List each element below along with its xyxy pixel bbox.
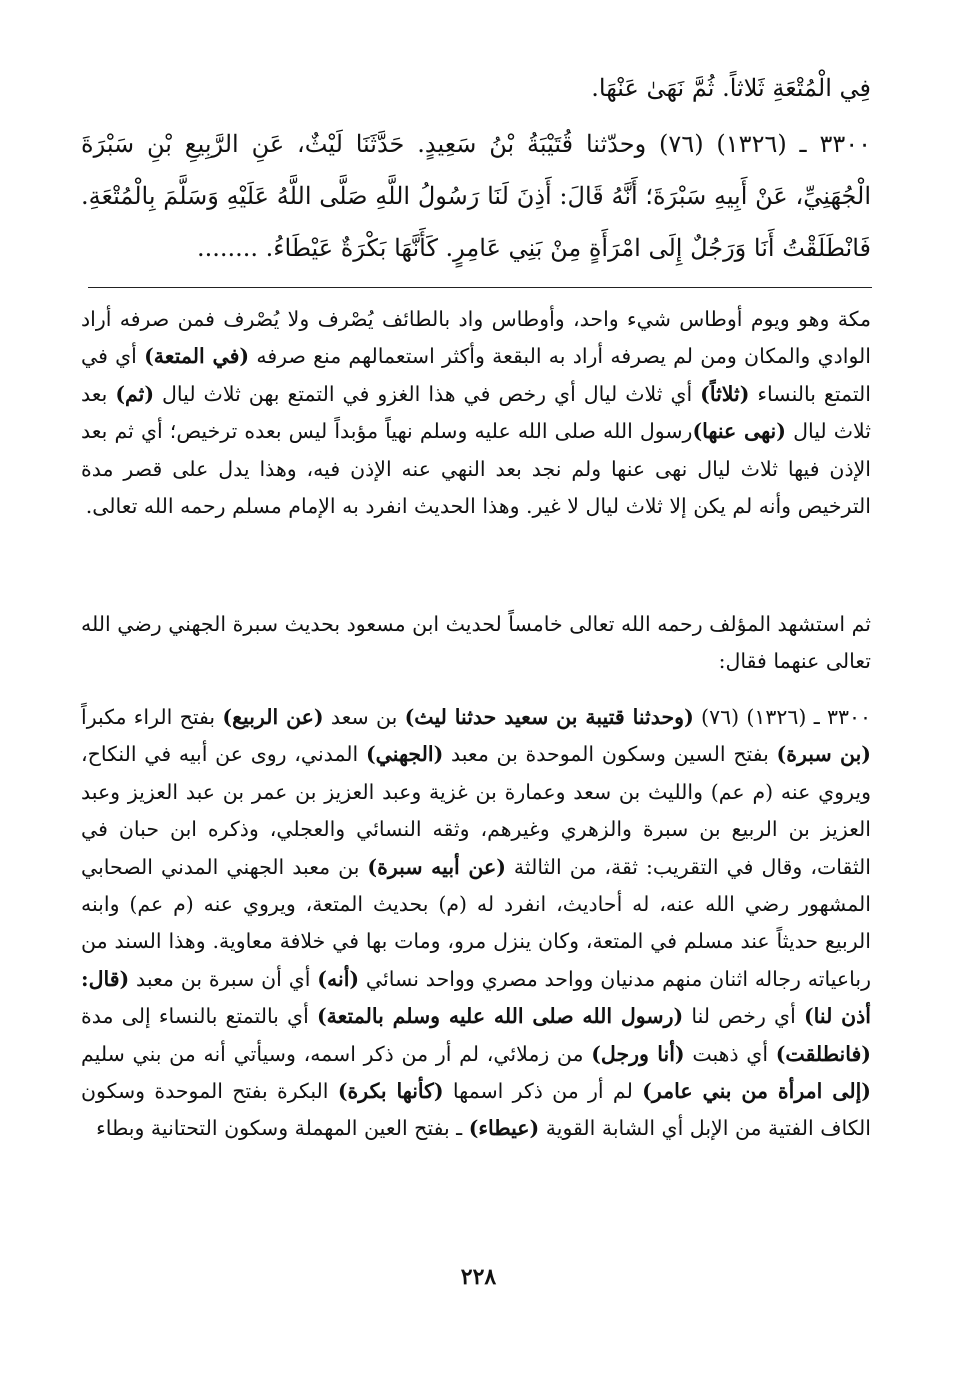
text-run: بعد ثلاث ليال [81, 381, 871, 444]
text-run: من زملائي، لم أر من ذكر اسمه، وسيأتي أنه من بني سليم [81, 1041, 592, 1066]
bold-quote: (كأنها بكرة) [337, 1079, 444, 1104]
text-run: أي ذهبت [684, 1041, 776, 1066]
commentary-paragraph-3 [81, 699, 871, 1148]
text-run: مكة وهو ويوم أوطاس شيء واحد، وأوطاس واد بالطائف يُصْرف ولا يُصْرف فمن صرفه أراد الوادي والمكان ومن لم يصرفه أراد به البقعة وأكثر استعمالهم منع صرفه [81, 307, 871, 369]
bold-quote: (عيطاء) [468, 1116, 540, 1141]
footnote-divider [88, 287, 872, 288]
bold-quote: (في المتعة) [144, 344, 250, 369]
bold-quote: (الجهني) [365, 742, 444, 767]
text-run: لم أر من ذكر اسمها [443, 1079, 643, 1104]
bold-quote: (وحدثنا قتيبة بن سعيد حدثنا ليث) [404, 705, 694, 729]
text-run: بفتح الراء مكبراً [81, 705, 223, 729]
bold-quote: (ثلاثاً) [700, 381, 750, 406]
text-run: أي رخص لنا [683, 1004, 804, 1029]
text-run: ٣٣٠٠ ـ (١٣٢٦) (٧٦) [693, 705, 872, 729]
bold-quote: (رسول الله صلى الله عليه وسلم بالمتعة) [316, 1004, 684, 1029]
text-run: رسول الله صلى الله عليه وسلم نهياً مؤبداً ليس بعده ترخيص؛ أي ثم بعد الإذن فيها ثلاث ليال نهى عنها ولم نجد بعد النهي عنه الإذن فيه، وهذا يدل على قصر مدة الترخيص وأنه لم يكن إلا ثلاث ليال لا غير. وهذا الحديث انفرد به الإمام مسلم رحمه الله تعالى. [81, 419, 871, 519]
bold-quote: (بن سبرة) [776, 742, 871, 767]
text-run: أي بالتمتع بالنساء إلى مدة [81, 1004, 317, 1029]
text-run: بفتح السين وسكون الموحدة بن معبد [443, 742, 777, 767]
hadith-text: ٣٣٠٠ ـ (١٣٢٦) (٧٦) وحدّثنا قُتَيْبَةُ بْنُ سَعِيدٍ. حَدَّثَنَا لَيْثٌ، عَنِ الرَّبِيعِ بْنِ سَبْرَةَ الْجُهَنِيِّ، عَنْ أَبِيهِ سَبْرَةَ؛ أَنَّهُ قَالَ: أَذِنَ لَنَا رَسُولُ اللَّهِ صَلَّى اللَّهُ عَلَيْهِ وَسَلَّمَ بِالْمُتْعَةِ. فَانْطَلَقْتُ أَنَا وَرَجُلٌ إِلَى امْرَأَةٍ مِنْ بَنِي عَامِرٍ. كَأَنَّهَا بَكْرَةٌ عَيْطَاءُ. ........ [81, 130, 872, 262]
text-run: المدني، روى عن أبيه في النكاح، ويروي عنه (م عم) والليث بن سعد وعمارة بن غزية وعبد العزيز بن عمر بن عبد العزيز وعبد العزيز بن الربيع بن سبرة والزهري وغيرهم، وثقه النسائي والعجلي، وذكره ابن حبان في الثقات، وقال في التقريب: ثقة، من الثالثة [81, 742, 871, 879]
text-run: بن معبد الجهني المدني الصحابي المشهور رضي الله عنه، له أحاديث، انفرد له (م) بحديث المتعة، ويروي عنه (م عم) وابنه الربيع حديثاً عند مسلم في المتعة، وكان ينزل مرو، ومات بها في خلافة معاوية. وهذا السند من رباعياته رجاله اثنان منهم مدنيان وواحد مصري وواحد نسائي [81, 854, 871, 991]
text-run: ثم استشهد المؤلف رحمه الله تعالى خامساً لحديث ابن مسعود بحديث سبرة الجهني رضي الله تعالى عنهما فقال: [81, 612, 871, 674]
text-run: أي أن سبرة بن معبد [129, 966, 318, 991]
bold-quote: (عن أبيه سبرة) [367, 854, 506, 879]
bold-quote: (قال: أذن لنا) [81, 966, 871, 1029]
commentary-paragraph-1 [81, 301, 871, 525]
text-run: البكرة بفتح الموحدة وسكون الكاف الفتية من الإبل أي الشابة القوية [81, 1079, 871, 1141]
hadith-continuation: فِي الْمُتْعَةِ ثَلاثاً. ثُمَّ نَهَىٰ عَنْهَا. [591, 74, 871, 102]
bold-quote: (إلى امرأة من بني عامر) [642, 1079, 871, 1104]
bold-quote: (نهى عنها) [692, 419, 786, 444]
text-run: ـ بفتح العين المهملة وسكون التحتانية وبطاء [96, 1116, 469, 1141]
bold-quote: (أنا ورجل) [591, 1041, 685, 1066]
bold-quote: (أنه) [317, 966, 360, 991]
bold-quote: (فانطلقت) [775, 1041, 871, 1066]
commentary-paragraph-2 [81, 606, 871, 681]
text-run: أي في التمتع بالنساء [81, 344, 871, 406]
text-run: أي ثلاث ليال أي رخص في هذا الغزو في التمتع بهن ثلاث ليال [154, 381, 701, 406]
bold-quote: (ثم) [115, 381, 155, 406]
text-run: بن سعد [323, 705, 405, 729]
bold-quote: (عن الربيع) [222, 705, 324, 729]
page-number: ٢٢٨ [460, 1264, 497, 1290]
